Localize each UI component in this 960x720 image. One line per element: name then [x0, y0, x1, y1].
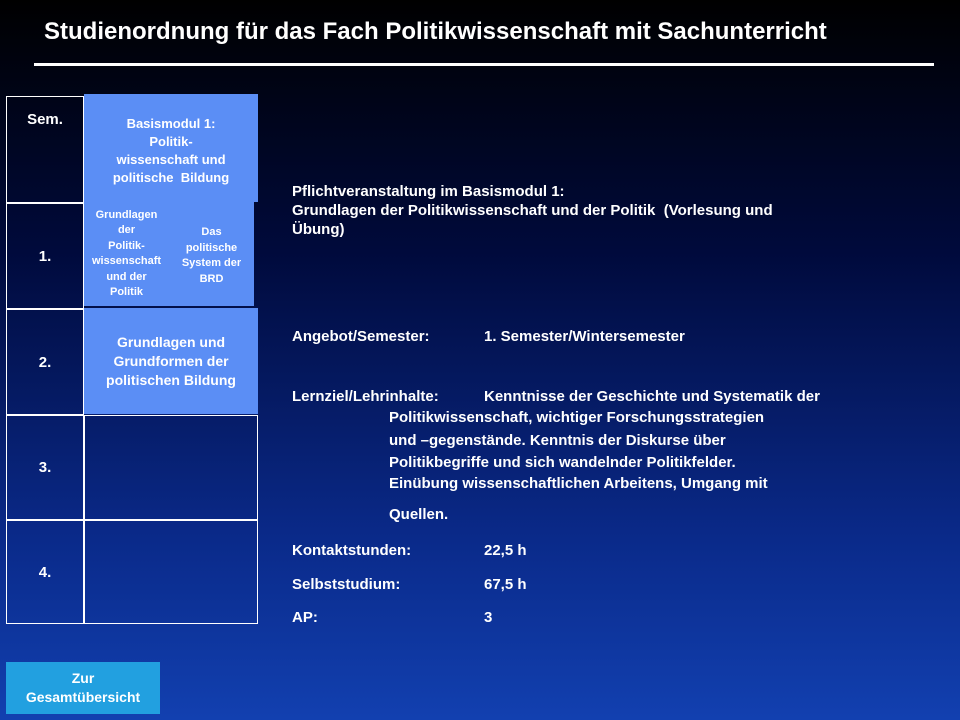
module-header-line: Basismodul 1: — [126, 116, 216, 131]
course-line: Das — [201, 226, 222, 238]
lernziel-label: Lernziel/Lehrinhalte: — [292, 388, 439, 405]
button-line: Gesamtübersicht — [25, 689, 141, 705]
module-header-line: wissenschaft und — [116, 152, 226, 167]
kontakt-label: Kontaktstunden: — [292, 542, 412, 559]
course-line: Grundlagen und — [116, 333, 226, 350]
module-header-basismodul-1[interactable] — [84, 94, 258, 202]
module-cell-sem3 — [84, 415, 258, 520]
page-title: Studienordnung für das Fach Politikwissenschaft mit Sachunterricht — [44, 18, 827, 45]
course-line: Grundlagen — [95, 208, 158, 221]
selbst-value: 67,5 h — [484, 576, 527, 593]
course-group-sem1 — [84, 202, 254, 306]
course-line: Politik- — [108, 239, 145, 252]
course-line: BRD — [199, 272, 224, 285]
title-divider — [34, 63, 934, 66]
selbst-label: Selbststudium: — [292, 576, 401, 593]
course-grundlagen-politikwissenschaft[interactable] — [84, 208, 169, 301]
lernziel-line: Politikwissenschaft, wichtiger Forschungsstrategien — [389, 409, 765, 426]
pflicht-line: Grundlagen der Politikwissenschaft und der Politik (Vorlesung und — [292, 202, 773, 219]
course-line: Politik — [109, 286, 143, 298]
sem-2-label: 2. — [6, 309, 84, 415]
lernziel-line: und –gegenstände. Kenntnis der Diskurse über — [389, 432, 726, 449]
pflicht-line: Übung) — [292, 221, 345, 238]
lernziel-line: Quellen. — [389, 506, 449, 523]
pflicht-info — [292, 182, 932, 239]
sem-4-label: 4. — [6, 520, 84, 624]
course-line: System der — [181, 257, 242, 269]
kontakt-value: 22,5 h — [484, 542, 527, 559]
course-line: politischen Bildung — [106, 371, 236, 388]
course-line: politische — [185, 241, 238, 254]
course-grundlagen-politische-bildung[interactable] — [84, 308, 258, 414]
sem-3-label: 3. — [6, 415, 84, 520]
module-header-line: Politik- — [149, 134, 193, 149]
pflicht-line: Pflichtveranstaltung im Basismodul 1: — [292, 183, 565, 200]
sem-header: Sem. — [6, 96, 84, 203]
ap-label: AP: — [292, 609, 318, 626]
ap-value: 3 — [484, 609, 493, 626]
lernziel-line: Politikbegriffe und sich wandelnder Politikfelder. — [389, 454, 736, 471]
button-line: Zur — [71, 670, 95, 686]
module-header-line: politische Bildung — [112, 170, 230, 185]
angebot-value: 1. Semester/Wintersemester — [484, 328, 685, 345]
course-line: wissenschaft — [91, 255, 162, 267]
course-politisches-system-brd[interactable] — [169, 221, 254, 287]
sem-1-label: 1. — [6, 203, 84, 309]
course-line: und der — [106, 270, 147, 283]
lernziel-line: Kenntnisse der Geschichte und Systematik der — [484, 388, 820, 405]
course-line: Grundformen der — [113, 352, 229, 369]
module-cell-sem4 — [84, 520, 258, 624]
gesamtuebersicht-button[interactable] — [6, 662, 160, 714]
course-line: der — [117, 224, 136, 236]
angebot-label: Angebot/Semester: — [292, 328, 430, 345]
lernziel-line: Einübung wissenschaftlichen Arbeitens, Umgang mit — [389, 475, 768, 492]
